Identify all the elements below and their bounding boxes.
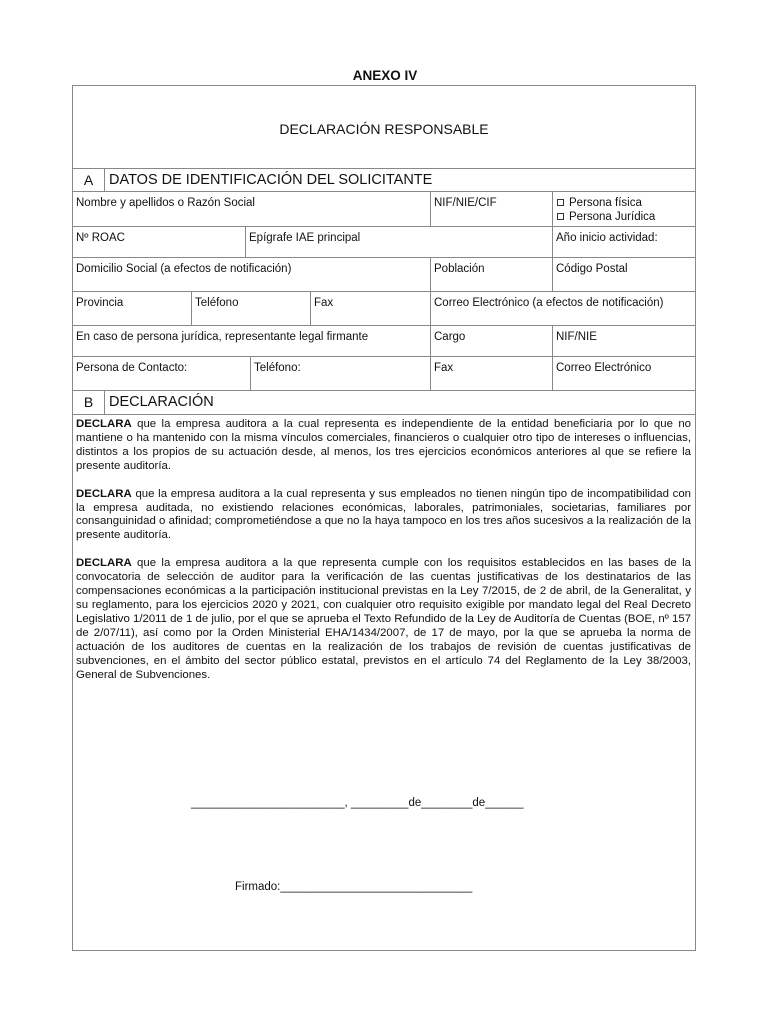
field-poblacion-label[interactable]: Población — [430, 258, 552, 292]
field-correo-label[interactable]: Correo Electrónico (a efectos de notificación) — [430, 292, 695, 326]
field-contacto-fax-label[interactable]: Fax — [430, 357, 552, 391]
declaration-paragraph-3: DECLARA que la empresa auditora a la que representa cumple con los requisitos establecidos en las bases de la convocatoria de selección de auditor para la verificación de las cuentas justificativas de los destinatarios de las compensaciones económicas a la participación institucional previstas en la Ley 7/2015, de 2 de abril, de la Generalitat, y su reglamento, para los ejercicios 2020 y 2021, con cualquier otro requisito exigible por mandato legal del Real Decreto Legislativo 1/2011 de 1 de julio, por el que se aprueba el Texto Refundido de la Ley de Auditoría de Cuentas (BOE, nº 157 de 2/07/11), así como por la Orden Ministerial EHA/1434/2007, de 17 de mayo, por la que se aprueba la norma de actuación de los auditores de cuentas en la realización de los trabajos de revisión de cuentas justificativas de subvenciones, en el ámbito del sector público estatal, previstos en el artículo 74 del Reglamento de la Ley 38/2003, General de Subvenciones. — [76, 557, 691, 681]
checkbox-icon[interactable] — [557, 213, 564, 220]
field-fax-label[interactable]: Fax — [310, 292, 430, 326]
row-name — [73, 191, 695, 227]
field-cargo-label[interactable]: Cargo — [430, 326, 552, 357]
field-iae-label[interactable]: Epígrafe IAE principal — [245, 227, 552, 258]
option-persona-juridica[interactable]: Persona Jurídica — [556, 210, 692, 224]
field-representante-label[interactable]: En caso de persona jurídica, representante legal firmante — [76, 331, 369, 343]
document-title: DECLARACIÓN RESPONSABLE — [279, 121, 489, 137]
field-name-label[interactable]: Nombre y apellidos o Razón Social — [76, 197, 255, 209]
checkbox-icon[interactable] — [557, 199, 564, 206]
option-persona-fisica[interactable]: Persona física — [556, 196, 692, 210]
signature-line[interactable]: Firmado:______________________________ — [235, 881, 473, 893]
declaration-text — [76, 418, 691, 696]
section-b-title: DECLARACIÓN — [109, 394, 214, 410]
person-type-options — [552, 192, 695, 227]
field-domicilio-label[interactable]: Domicilio Social (a efectos de notificación) — [76, 263, 292, 275]
declaration-paragraph-1: DECLARA que la empresa auditora a la cual representa es independiente de la entidad beneficiaria por lo que no mantiene o ha mantenido con la misma vínculos comerciales, financieros o cualquier otro tipo de intereses o influencias, distintos a los propios de su actuación desde, al menos, los tres ejercicios económicos anteriores al que se refiere la presente auditoría. — [76, 418, 691, 472]
declara-keyword: DECLARA — [76, 557, 132, 570]
section-a-header — [73, 168, 695, 192]
row-roac — [73, 226, 695, 258]
section-b-letter: B — [73, 391, 105, 414]
field-telefono-label[interactable]: Teléfono — [191, 292, 310, 326]
field-contacto-correo-label[interactable]: Correo Electrónico — [552, 357, 695, 391]
form-frame — [72, 85, 696, 951]
row-contacto — [73, 356, 695, 391]
declaration-paragraph-2: DECLARA que la empresa auditora a la cual representa y sus empleados no tienen ningún tipo de incompatibilidad con la empresa auditada, no existiendo relaciones económicas, laborales, patrimoniales, societarias, familiares por consanguinidad o afinidad; comprometiéndose a que no la haya tampoco en los tres años sucesivos a la realización de la presente auditoría. — [76, 487, 692, 542]
field-contacto-label[interactable]: Persona de Contacto: — [76, 362, 188, 374]
section-b-header — [73, 390, 695, 415]
field-nif-nie-label[interactable]: NIF/NIE — [552, 326, 695, 357]
field-cp-label[interactable]: Código Postal — [552, 258, 695, 292]
declara-keyword: DECLARA — [76, 418, 132, 430]
field-provincia-label[interactable]: Provincia — [76, 297, 124, 309]
field-contacto-telefono-label[interactable]: Teléfono: — [250, 357, 430, 391]
declara-keyword: DECLARA — [76, 487, 132, 500]
section-a-title: DATOS DE IDENTIFICACIÓN DEL SOLICITANTE — [109, 172, 433, 188]
field-nif-cif-label[interactable]: NIF/NIE/CIF — [430, 192, 552, 227]
field-anio-label[interactable]: Año inicio actividad: — [552, 227, 695, 258]
row-representante — [73, 325, 695, 357]
row-provincia — [73, 291, 695, 326]
date-place-line[interactable]: ________________________, _________de________de______ — [191, 797, 524, 809]
row-domicilio — [73, 257, 695, 292]
field-roac-label[interactable]: Nº ROAC — [76, 232, 125, 244]
section-a-letter: A — [73, 169, 105, 192]
annex-title: ANEXO IV — [352, 68, 418, 83]
